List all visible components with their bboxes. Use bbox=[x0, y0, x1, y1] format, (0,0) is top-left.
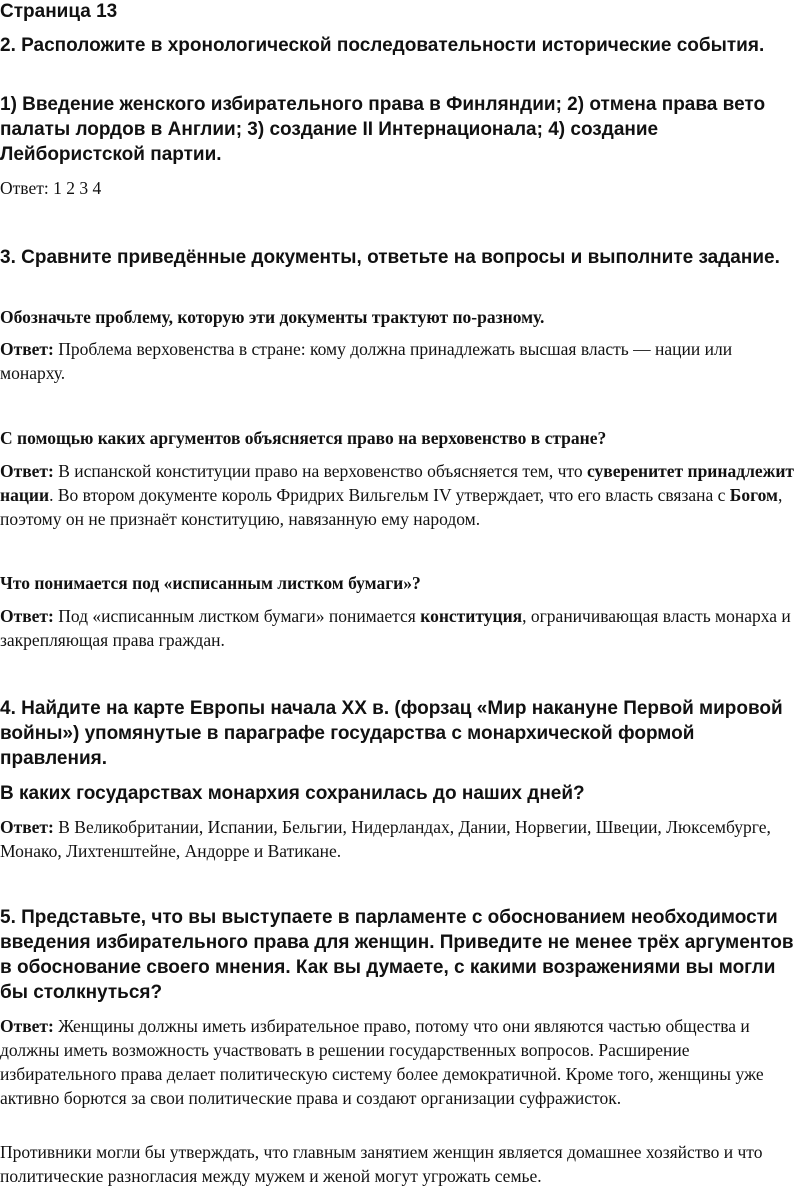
q5-title: 5. Представьте, что вы выступаете в парламенте с обоснованием необходимости введения избирательного права для женщин. Приведите не менее трёх аргументов в обоснование своего мнения. Как вы думаете, с какими возражениями вы могли бы столкнуться? bbox=[0, 907, 794, 1003]
answer-label: Ответ: bbox=[0, 339, 54, 359]
q2-title: 2. Расположите в хронологической последовательности исторические события. bbox=[0, 35, 765, 56]
answer-text: В испанской конституции право на верховенство объясняется тем, что bbox=[53, 461, 587, 481]
answer-text: , поэтому он не признаёт конституцию, навязанную ему народом. bbox=[0, 485, 783, 529]
q2-answer: Ответ: 1 2 3 4 bbox=[0, 178, 102, 198]
answer-emphasis: суверенитет принадлежит нации bbox=[0, 461, 795, 505]
answer-text: , ограничивающая власть монарха и закрепляющая права граждан. bbox=[0, 606, 791, 650]
answer-text: В Великобритании, Испании, Бельгии, Нидерландах, Дании, Норвегии, Швеции, Люксембурге, Монако, Лихтенштейне, Андорре и Ватикане. bbox=[0, 817, 771, 861]
q3-question-3: Что понимается под «исписанным листком бумаги»? bbox=[0, 573, 421, 593]
q3-question-1: Обозначьте проблему, которую эти документы трактуют по-разному. bbox=[0, 307, 545, 327]
answer-text: Проблема верховенства в стране: кому должна принадлежать высшая власть — нации или монарху. bbox=[0, 339, 733, 383]
answer-emphasis: конституция bbox=[420, 606, 523, 626]
q2-subtitle: 1) Введение женского избирательного права в Финляндии; 2) отмена права вето палаты лордов в Англии; 3) создание II Интернационала; 4) создание Лейбористской партии. bbox=[0, 94, 766, 165]
q3-answer-2 bbox=[0, 459, 795, 531]
q4-answer bbox=[0, 815, 795, 863]
answer-emphasis: Богом bbox=[729, 485, 778, 505]
q5-answer bbox=[0, 1014, 795, 1110]
answer-label: Ответ: bbox=[0, 817, 54, 837]
answer-text: Женщины должны иметь избирательное право, потому что они являются частью общества и должны иметь возможность участвовать в решении государственных вопросов. Расширение избирательного права делает политическую систему более демократичной. Кроме того, женщины уже активно борются за свои политические права и создают организации суфражисток. bbox=[0, 1016, 764, 1108]
q4-title: 4. Найдите на карте Европы начала XX в. (форзац «Мир накануне Первой мировой войны») упомянутые в параграфе государства с монархической формой правления. bbox=[0, 698, 783, 769]
answer-text: . Во втором документе король Фридрих Вильгельм IV утверждает, что его власть связана с bbox=[49, 485, 730, 505]
answer-label: Ответ: bbox=[0, 606, 54, 626]
q3-answer-1 bbox=[0, 337, 795, 385]
q3-question-2: С помощью каких аргументов объясняется право на верховенство в стране? bbox=[0, 428, 607, 448]
answer-text: Под «исписанным листком бумаги» понимается bbox=[53, 606, 421, 626]
q3-answer-3 bbox=[0, 604, 795, 652]
answer-label: Ответ: bbox=[0, 461, 54, 481]
q4-subtitle: В каких государствах монархия сохранилась до наших дней? bbox=[0, 783, 585, 804]
q5-answer-continued: Противники могли бы утверждать, что главным занятием женщин является домашнее хозяйство и что политические разногласия между мужем и женой могут угрожать семье. bbox=[0, 1142, 763, 1186]
answer-label: Ответ: bbox=[0, 1016, 54, 1036]
q3-title: 3. Сравните приведённые документы, ответьте на вопросы и выполните задание. bbox=[0, 247, 780, 268]
page-title: Страница 13 bbox=[0, 1, 118, 22]
